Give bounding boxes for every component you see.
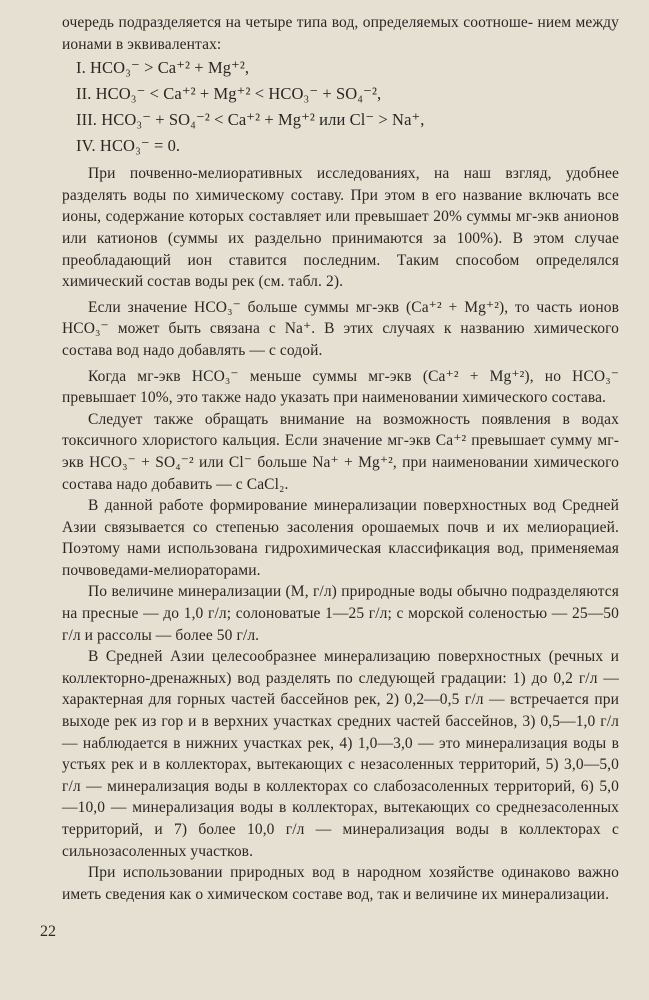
paragraph: Следует также обращать внимание на возможность появления в водах токсичного хлористого кальция. Если значение мг-экв Ca⁺² превышает сумму мг-экв HCO₃⁻ + SO₄⁻² или Cl⁻ больше Na⁺ + Mg⁺², при наименовании химического состава надо добавить — с CaCl₂. (62, 410, 619, 493)
formula-type-4: IV. HCO₃⁻ = 0. (76, 136, 181, 156)
formula-type-3: III. HCO₃⁻ + SO₄⁻² < Ca⁺² + Mg⁺² или Cl⁻ > Na⁺, (76, 110, 425, 130)
intro-text: очередь подразделяется на четыре типа вод, определяемых соотноше- нием между ионами в эквивалентах: (62, 14, 620, 53)
page-number: 22 (40, 923, 56, 940)
paragraph: В Средней Азии целесообразнее минерализацию поверхностных (речных и коллекторно-дренажных) вод разделять по следующей градации: 1) до 0,2 г/л — характерная для горных частей бассейнов рек, 2) 0,2—0,5 г/л — встречается при выходе рек из гор и в верхних участках средних частей бассейнов, 3) 0,5—1,0 г/л — наблюдается в нижних участках рек, 4) 1,0—3,0 — это минерализация воды в устьях рек и в коллекторах, вытекающих с незасоленных территорий, 5) 3,0—5,0 г/л — минерализация воды в коллекторах со слабозасоленных территорий, 6) 5,0—10,0 — минерализация воды в коллекторах, вытекающих со среднезасоленных территорий, и 7) более 10,0 г/л — минерализация воды в коллекторах с сильнозасоленных участков. (62, 648, 619, 860)
page-body (62, 12, 619, 905)
paragraph: Если значение HCO₃⁻ больше суммы мг-экв (Ca⁺² + Mg⁺²), то часть ионов HCO₃⁻ может быть связана с Na⁺. В этих случаях к названию химического состава вод надо добавлять — с содой. (62, 298, 619, 359)
formula-type-1: I. HCO₃⁻ > Ca⁺² + Mg⁺², (76, 58, 250, 78)
paragraph: При почвенно-мелиоративных исследованиях, на наш взгляд, удобнее разделять воды по химическому составу. При этом в его название включать все ионы, содержание которых составляет или превышает 20% суммы мг-экв анионов или катионов (суммы их раздельно принимаются за 100%). В этом случае преобладающий ион ставится последним. Таким способом определялся химический состав воды рек (см. табл. 2). (62, 165, 619, 291)
ion-ratio-formulas (62, 55, 619, 159)
paragraph: По величине минерализации (M, г/л) природные воды обычно подразделяются на пресные — до 1,0 г/л; солоноватые 1—25 г/л; с морской соленостью — 25—50 г/л и рассолы — более 50 г/л. (62, 583, 619, 644)
paragraph: При использовании природных вод в народном хозяйстве одинаково важно иметь сведения как о химическом составе вод, так и величине их минерализации. (62, 864, 619, 903)
paragraph: Когда мг-экв HCO₃⁻ меньше суммы мг-экв (Ca⁺² + Mg⁺²), но HCO₃⁻ превышает 10%, это также надо указать при наименовании химического состава. (62, 367, 619, 407)
formula-type-2: II. HCO₃⁻ < Ca⁺² + Mg⁺² < HCO₃⁻ + SO₄⁻², (76, 84, 382, 104)
paragraph: В данной работе формирование минерализации поверхностных вод Средней Азии связывается со степенью засоления орошаемых почв и их мелиорацией. Поэтому нами использована гидрохимическая классификация вод, применяемая почвоведами-мелиораторами. (62, 497, 619, 579)
